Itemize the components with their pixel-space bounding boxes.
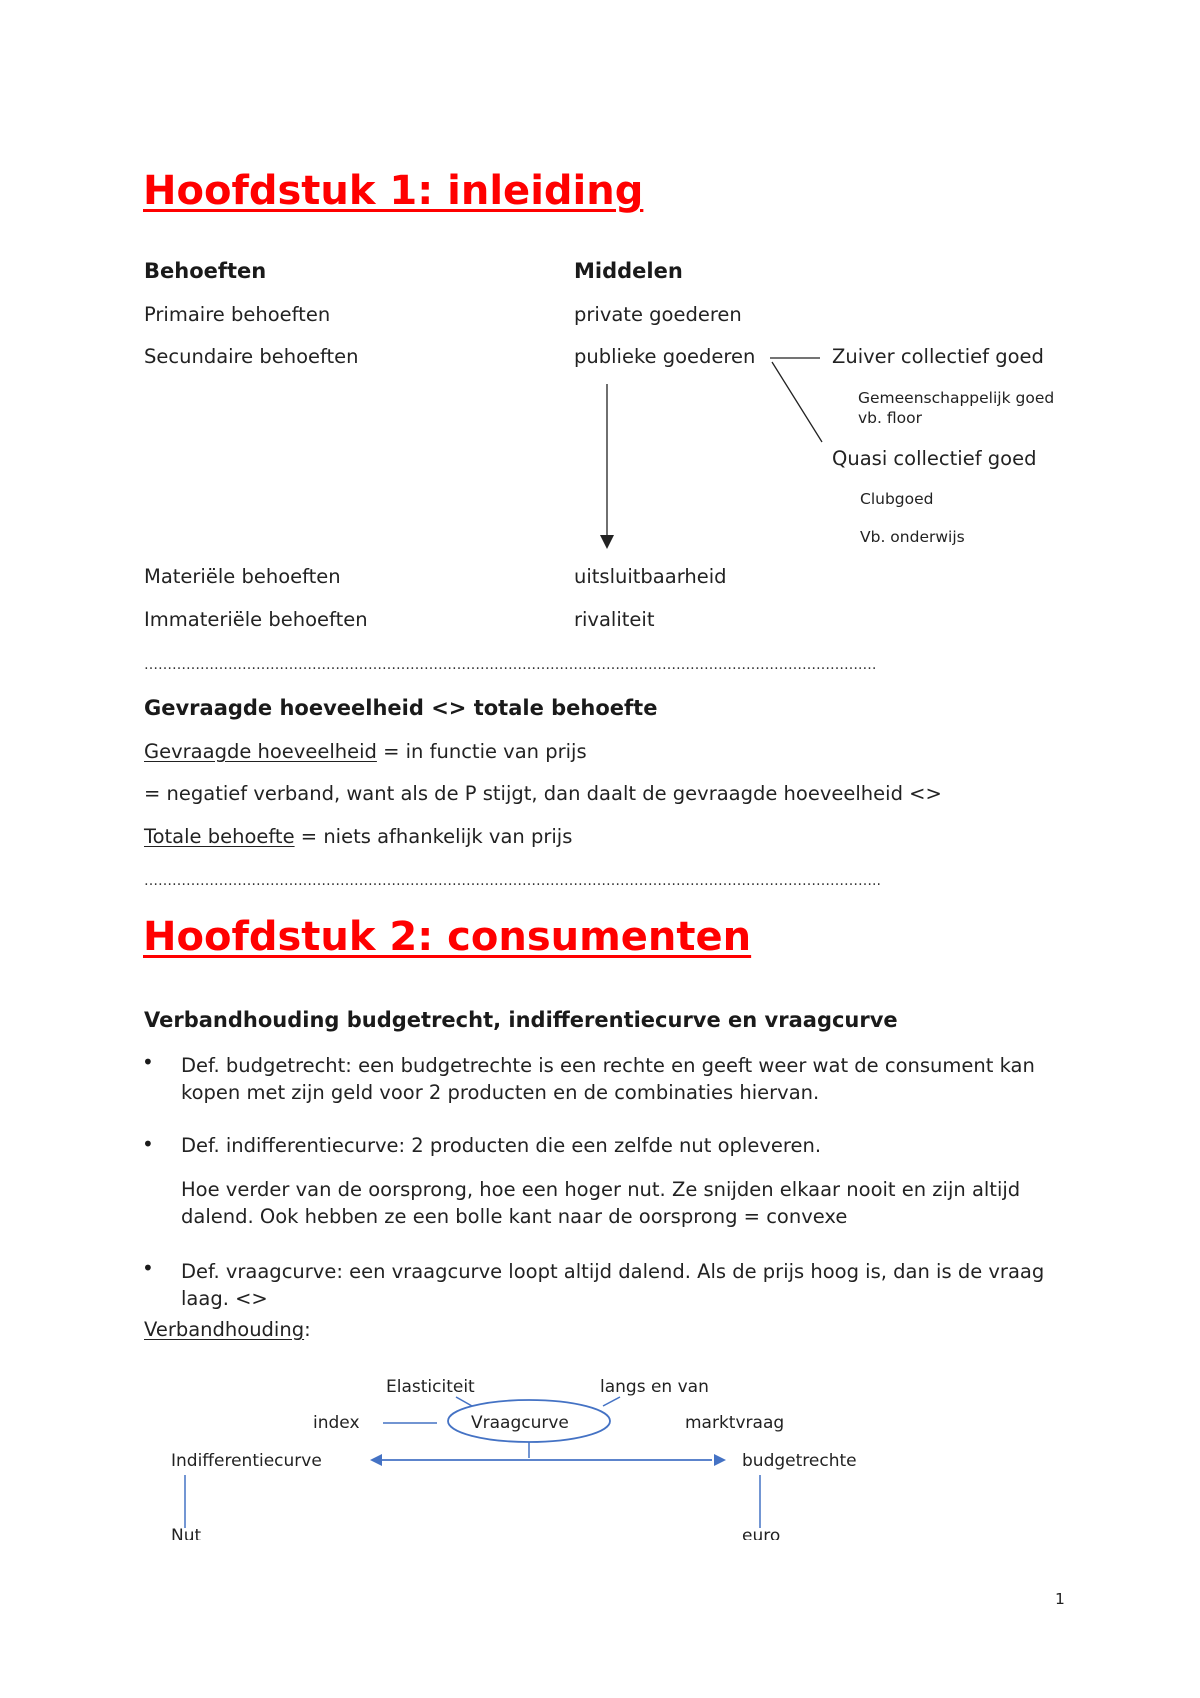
branch-quasi: Quasi collectief goed xyxy=(832,447,1037,470)
bullet-indifferentiecurve: Def. indifferentiecurve: 2 producten die een zelfde nut opleveren. xyxy=(181,1134,822,1157)
diagram-nut: Nut xyxy=(171,1526,202,1540)
diagram-index: index xyxy=(313,1413,360,1433)
bullet-vraagcurve: Def. vraagcurve: een vraagcurve loopt altijd dalend. Als de prijs hoog is, dan is de vraag laag. <> xyxy=(181,1260,1045,1310)
diagram-elasticiteit: Elasticiteit xyxy=(386,1377,475,1397)
langs-connector xyxy=(603,1397,620,1406)
right-item-rivaliteit: rivaliteit xyxy=(574,608,655,631)
branch-zuiver-sub2: vb. floor xyxy=(858,409,922,427)
bullet-dot-3: • xyxy=(142,1256,154,1280)
left-item-immateriele: Immateriële behoeften xyxy=(144,608,368,631)
line3-rest: = niets afhankelijk van prijs xyxy=(294,825,573,848)
diagram-marktvraag: marktvraag xyxy=(685,1413,785,1433)
diagram-langs-en-van: langs en van xyxy=(600,1377,709,1397)
line-negatief-verband: = negatief verband, want als de P stijgt, dan daalt de gevraagde hoeveelheid <> xyxy=(144,782,942,805)
bullet-indifferentiecurve-extra: Hoe verder van de oorsprong, hoe een hoger nut. Ze snijden elkaar nooit en zijn altijd dalend. Ook hebben ze een bolle kant naar de oorsprong = convexe xyxy=(181,1178,1021,1228)
branch-quasi-sub2: Vb. onderwijs xyxy=(860,528,965,546)
verbandhouding-term: Verbandhouding xyxy=(144,1318,305,1341)
diagram-euro: euro xyxy=(742,1526,781,1540)
bullet-dot-2: • xyxy=(142,1132,154,1156)
right-item-publieke: publieke goederen xyxy=(574,345,756,368)
term-totale-behoefte: Totale behoefte xyxy=(144,825,295,848)
line1-rest: = in functie van prijs xyxy=(376,740,587,763)
verbandhouding-colon: : xyxy=(304,1318,311,1341)
diagram-indifferentiecurve: Indifferentiecurve xyxy=(171,1451,322,1471)
bullet-budgetrecht: Def. budgetrecht: een budgetrechte is een rechte en geeft weer wat de consument kan kopen met zijn geld voor 2 producten en de combinaties hiervan. xyxy=(181,1054,1035,1104)
elasticiteit-connector xyxy=(456,1397,472,1406)
page-number: 1 xyxy=(1055,1590,1065,1608)
branch-quasi-sub1: Clubgoed xyxy=(860,490,934,508)
arrow-left-head xyxy=(370,1454,382,1466)
chapter2-title: Hoofdstuk 2: consumenten xyxy=(143,914,752,960)
right-item-private: private goederen xyxy=(574,303,742,326)
chapter2-subheading: Verbandhouding budgetrecht, indifferentiecurve en vraagcurve xyxy=(144,1008,898,1032)
branch-zuiver: Zuiver collectief goed xyxy=(832,345,1044,368)
section-heading-gevraagde: Gevraagde hoeveelheid <> totale behoefte xyxy=(144,696,658,720)
branch-zuiver-sub1: Gemeenschappelijk goed xyxy=(858,389,1055,407)
separator-2: ………………………………………………………………………………………………………………………………………….. xyxy=(144,873,881,889)
diagram-vraagcurve: Vraagcurve xyxy=(471,1413,569,1433)
right-item-uitsluitbaarheid: uitsluitbaarheid xyxy=(574,565,727,588)
col-right-heading: Middelen xyxy=(574,259,683,283)
left-item-secundaire: Secundaire behoeften xyxy=(144,345,359,368)
bullet-dot-1: • xyxy=(142,1050,154,1074)
arrow-right-head xyxy=(714,1454,726,1466)
chapter1-title: Hoofdstuk 1: inleiding xyxy=(143,168,644,214)
left-item-materiele: Materiële behoeften xyxy=(144,565,341,588)
separator-1: ……………………………………………………………………………………………………………………………………….… xyxy=(144,657,877,673)
diagram-budgetrechte: budgetrechte xyxy=(742,1451,857,1471)
left-item-primaire: Primaire behoeften xyxy=(144,303,331,326)
term-gevraagde-hoeveelheid: Gevraagde hoeveelheid xyxy=(144,740,377,763)
col-left-heading: Behoeften xyxy=(144,259,267,283)
